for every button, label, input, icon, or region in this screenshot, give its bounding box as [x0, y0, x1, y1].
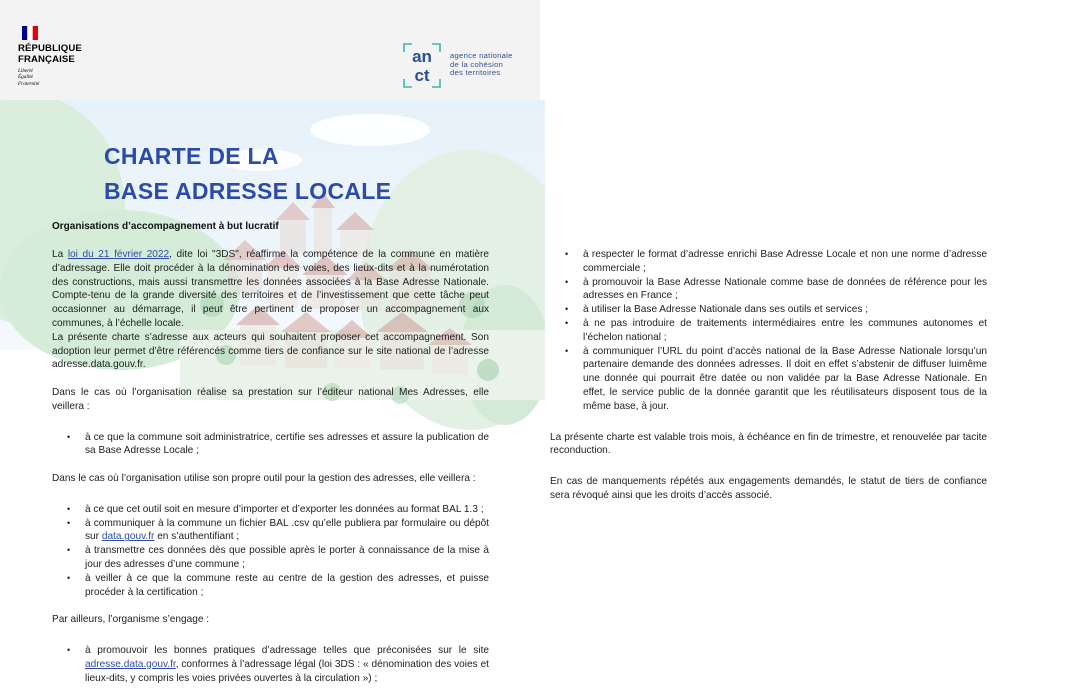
right-column	[550, 248, 987, 503]
republique-francaise-name: RÉPUBLIQUE FRANÇAISE	[18, 43, 82, 65]
data-gouv-link[interactable]: data.gouv.fr	[101, 531, 155, 543]
list-item: • à communiquer à la commune un fichier BAL .csv qu’elle publiera par formulaire ou dépôt sur data.gouv.fr en s’authentifiant ;	[52, 517, 489, 545]
case-own-tool: Dans le cas où l’organisation utilise son propre outil pour la gestion des adresses, elle veillera :	[52, 472, 476, 484]
anct-mark-icon	[403, 43, 441, 88]
republique-motto: Liberté Égalité Fraternité	[18, 68, 40, 87]
intro-paragraph-2: La présente charte s’adresse aux acteurs qui souhaitent proposer cet accompagnement. Son adoption leur permet d’être référencés comme tiers de confiance sur le site national de l’adresse adresse.data.gouv.fr.	[52, 331, 489, 371]
list-item: • à veiller à ce que la commune reste au centre de la gestion des adresses, et puisse procéder à la certification ;	[52, 572, 489, 600]
engagement-intro: Par ailleurs, l’organisme s’engage :	[52, 614, 210, 626]
document-title: CHARTE DE LA BASE ADRESSE LOCALE	[104, 143, 392, 204]
intro-paragraph: La loi du 21 février 2022, dite loi "3DS", réaffirme la compétence de la commune en matière d’adressage. Elle doit procéder à la dénomination des voies, des lieux-dits et à la numérotation des constructions, mais aussi transmettre les données associées à la Base Adresse Nationale. Compte-tenu de la grande diversité des territoires et de l’investissement que cette tâche peut occasionner au démarrage, il peut être pertinent de proposer un accompagnement aux communes, à l’échelle locale.	[52, 249, 489, 329]
svg-text:an: an	[412, 47, 432, 66]
svg-text:ct: ct	[414, 66, 430, 85]
case-mes-adresses: Dans le cas où l’organisation réalise sa prestation sur l’éditeur national Mes Adresses, elle veillera :	[52, 386, 489, 412]
anct-name: agence nationale de la cohésion des territoires	[450, 51, 513, 78]
case-own-tool-list	[52, 503, 489, 600]
list-item: • à respecter le format d’adresse enrichi Base Adresse Locale et non une norme d’adresse commerciale ;	[550, 248, 987, 276]
list-item: • à ne pas introduire de traitements intermédiaires entre les communes autonomes et l’échelon national ;	[550, 317, 987, 345]
list-item: • à promouvoir la Base Adresse Nationale comme base de données de référence pour les adresses en France ;	[550, 276, 987, 304]
list-item: • à transmettre ces données dès que possible après le porter à connaissance de la mise à jour des adresses d’une commune ;	[52, 544, 489, 572]
adresse-data-gouv-link[interactable]: adresse.data.gouv.fr	[85, 658, 176, 670]
case-mes-adresses-list	[52, 431, 489, 459]
republique-francaise-logo	[18, 26, 98, 87]
marianne-icon	[22, 26, 38, 40]
engagement-list	[52, 644, 489, 685]
section-subtitle: Organisations d’accompagnement à but lucratif	[52, 221, 279, 232]
list-item: • à promouvoir les bonnes pratiques d’adressage telles que préconisées sur le site adresse.data.gouv.fr, conformes à l’adressage légal (loi 3DS : « dénomination des voies et lieux-dits, y compris les voies privées ouvertes à la circulation ») ;	[52, 644, 489, 685]
list-item: • à utiliser la Base Adresse Nationale dans ses outils et services ;	[550, 303, 987, 317]
loi-3ds-link[interactable]: loi du 21 février 2022	[67, 249, 170, 260]
validity-paragraph: La présente charte est valable trois mois, à échéance en fin de trimestre, et renouvelée par tacite reconduction.	[550, 431, 987, 457]
list-item: • à ce que cet outil soit en mesure d’importer et d’exporter les données au format BAL 1.3 ;	[52, 503, 489, 517]
breach-paragraph: En cas de manquements répétés aux engagements demandés, le statut de tiers de confiance sera révoqué ainsi que les droits d’accès associé.	[550, 476, 987, 501]
anct-logo	[403, 43, 533, 88]
list-item: • à ce que la commune soit administratrice, certifie ses adresses et assure la publication de sa Base Adresse Locale ;	[52, 431, 489, 459]
left-column	[52, 248, 489, 685]
list-item: • à communiquer l’URL du point d’accès national de la Base Adresse Nationale lorsqu’un partenaire demande des données adresses. Il doit en effet s’abstenir de diffuser luimême une donnée qui pourrait être datée ou non validée par la Base Adresse Nationale. En effet, le service public de la donnée garantit que les réutilisateurs disposent tous de la même base, à jour.	[550, 345, 987, 414]
engagement-list-continued	[550, 248, 987, 414]
